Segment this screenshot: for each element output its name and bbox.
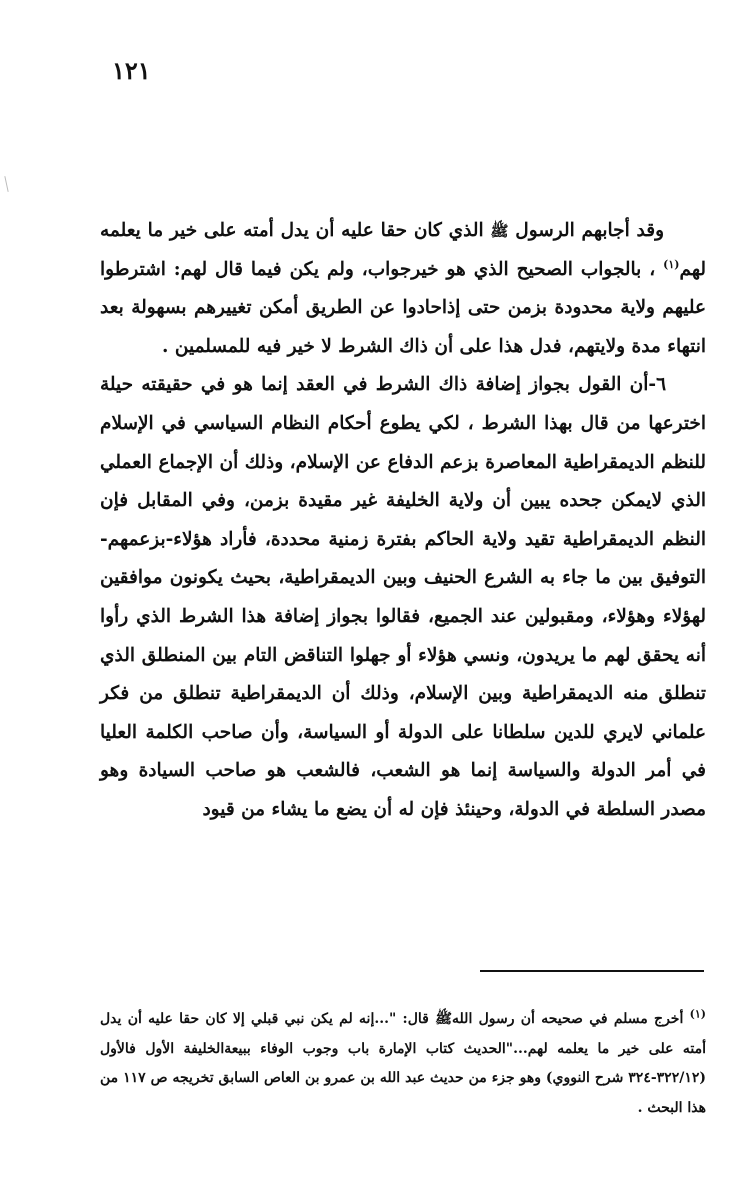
footnote-marker: (١) <box>689 1007 706 1021</box>
footnote-reference: (١) <box>663 257 680 271</box>
paragraph-1-part-c: ، بالجواب الصحيح الذي هو خيرجواب، ولم يكن فيما قال لهم: اشترطوا عليهم ولاية محدودة بزمن حتى إذاحادوا عن الطريق أمكن تغييرهم بسهولة بعد انتهاء مدة ولايتهم، فدل هذا على أن ذاك الشرط لا خير فيه للمسلمين . <box>100 258 706 357</box>
paragraph-2: ٦-أن القول بجواز إضافة ذاك الشرط في العقد إنما هو في حقيقته حيلة اخترعها من قال بهذا الشرط ، لكي يطوع أحكام النظام السياسي في الإسلام للنظم الديمقراطية المعاصرة بزعم الدفاع عن الإسلام، وذلك أن الإجماع العملي الذي لايمكن جحده يبين أن ولاية الخليفة غير مقيدة بزمن، وفي المقابل فإن النظم الديمقراطية تقيد ولاية الحاكم بفترة زمنية محددة، فأراد هؤلاء-بزعمهم-التوفيق بين ما جاء به الشرع الحنيف وبين الديمقراطية، بحيث يكونون موافقين لهؤلاء وهؤلاء، ومقبولين عند الجميع، فقالوا بجواز إضافة هذا الشرط الذي رأوا أنه يحقق لهم ما يريدون، ونسي هؤلاء أو جهلوا التناقض التام بين المنطلق الذي تنطلق منه الديمقراطية وبين الإسلام، وذلك أن الديمقراطية تنطلق من فكر علماني لايري للدين سلطانا على الدولة أو السياسة، وأن صاحب الكلمة العليا في أمر الدولة والسياسة إنما هو الشعب، فالشعب هو صاحب السيادة وهو مصدر السلطة في الدولة، وحينئذ فإن له أن يضع ما يشاء من قيود <box>100 374 706 820</box>
body-text <box>100 212 706 830</box>
paragraph-1-part-a: وقد أجابهم الرسول <box>508 220 664 241</box>
scan-mark <box>4 176 8 192</box>
footnote-1-part-a: أخرج مسلم في صحيحه أن رسول الله <box>452 1011 690 1027</box>
paragraph-1-part-b: الذي كان حقا عليه أن يدل أمته على خير ما يعلمه لهم <box>100 220 706 280</box>
footnote-1-part-b: قال: "...إنه لم يكن نبي قبلي إلا كان حقا عليه أن يدل أمته على خير ما يعلمه لهم..."الحديث كتاب الإمارة باب وجوب الوفاء ببيعةالخليفة الأول فالأول (٣٢٢/١٢-٣٢٤ شرح النووي) وهو جزء من حديث عبد الله بن عمرو بن العاص السابق تخريجه ص ١١٧ من هذا البحث . <box>100 1011 706 1116</box>
footnote-separator <box>480 970 704 972</box>
salawat-glyph: ﷺ <box>490 222 509 240</box>
page-number: ١٢١ <box>112 56 151 85</box>
footnote-1 <box>100 1005 706 1123</box>
footnotes <box>100 1005 706 1123</box>
salawat-glyph-footnote: ﷺ <box>435 1011 453 1027</box>
paragraph-1 <box>100 212 706 366</box>
